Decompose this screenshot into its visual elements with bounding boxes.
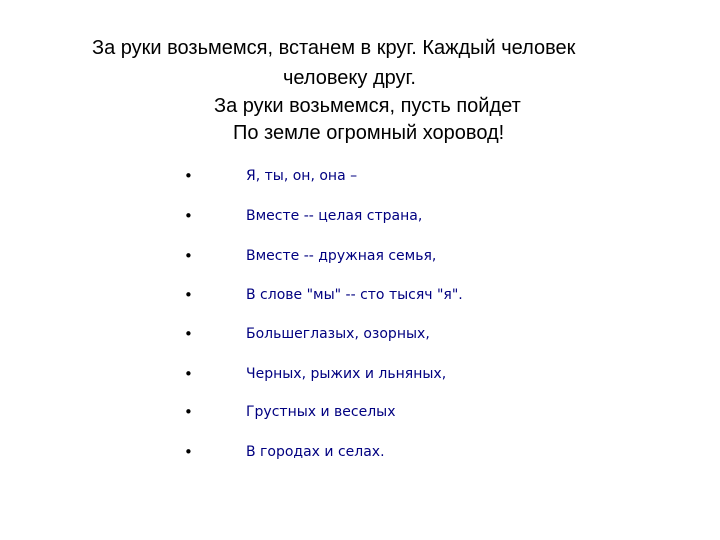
bullet-text: Вместе -- дружная семья, <box>246 248 437 264</box>
bullet-icon: • <box>184 325 193 343</box>
bullet-text: В городах и селах. <box>246 444 385 460</box>
bullet-text: Грустных и веселых <box>246 404 396 420</box>
bullet-text: Черных, рыжих и льняных, <box>246 366 447 382</box>
bullet-icon: • <box>184 365 193 383</box>
bullet-item <box>0 364 720 388</box>
bullet-icon: • <box>184 403 193 421</box>
bullet-icon: • <box>184 247 193 265</box>
bullet-text: Я, ты, он, она – <box>246 168 358 184</box>
bullet-item <box>0 206 720 230</box>
bullet-icon: • <box>184 286 193 304</box>
bullet-icon: • <box>184 443 193 461</box>
bullet-icon: • <box>184 167 193 185</box>
bullet-item <box>0 166 720 190</box>
bullet-item <box>0 442 720 466</box>
bullet-item <box>0 324 720 348</box>
bullet-icon: • <box>184 207 193 225</box>
bullet-item <box>0 402 720 426</box>
bullet-text: В слове "мы" -- сто тысяч "я". <box>246 287 463 303</box>
title-line-1: За руки возьмемся, встанем в круг. Каждый человек <box>92 37 576 59</box>
bullet-item <box>0 246 720 270</box>
bullet-text: Вместе -- целая страна, <box>246 208 423 224</box>
title-line-3: За руки возьмемся, пусть пойдет <box>214 95 521 117</box>
title-line-2: человеку друг. <box>283 67 416 89</box>
title-line-4: По земле огромный хоровод! <box>233 122 505 144</box>
bullet-text: Большеглазых, озорных, <box>246 326 430 342</box>
bullet-item <box>0 285 720 309</box>
